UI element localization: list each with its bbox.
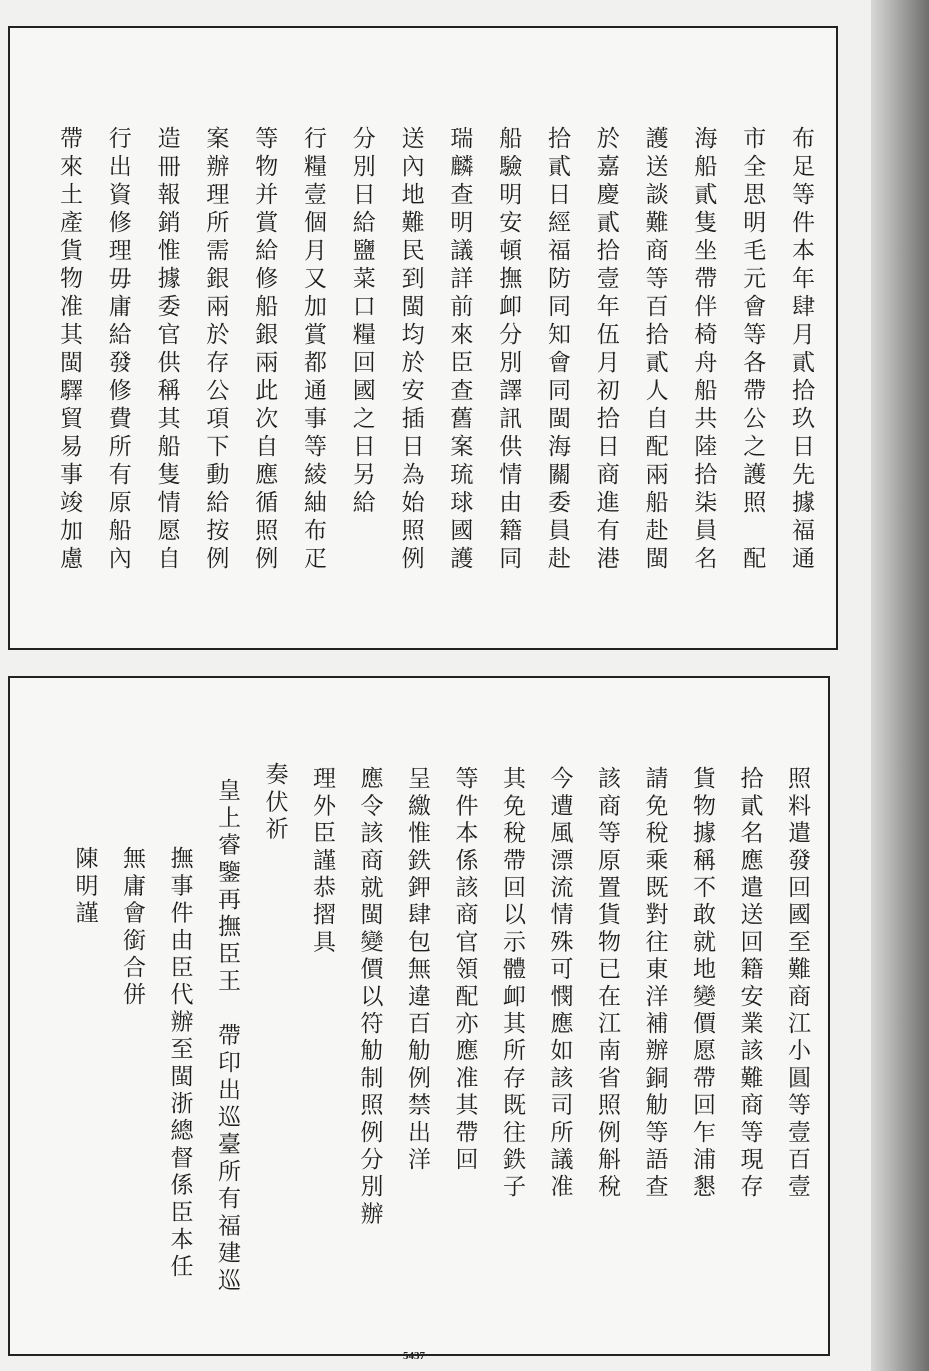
text-column: 該商等原置貨物已在江南省照例斛稅 <box>594 766 620 1202</box>
text-column: 理外臣謹恭摺具 <box>309 766 335 957</box>
top-manuscript-panel <box>8 26 838 650</box>
text-column: 其免稅帶回以示體卹其所存既往鉄子 <box>499 766 525 1202</box>
text-column: 案辦理所需銀兩於存公項下動給按例 <box>202 126 229 574</box>
text-column: 海船貳隻坐帶伴椅舟船共陸拾柒員名 <box>690 126 717 574</box>
text-column: 請免稅乘既對往東洋補辦銅觔等語查 <box>641 766 668 1202</box>
text-column: 帶來土產貨物准其閩驛貿易事竣加慮 <box>56 126 82 574</box>
text-column: 等物并賞給修船銀兩此次自應循照例 <box>251 126 278 574</box>
text-column: 行出資修理毋庸給發修費所有原船內 <box>104 126 131 574</box>
text-column: 照料遣發回國至難商江小圓等壹百壹 <box>784 766 810 1202</box>
text-column: 布足等件本年肆月貳拾玖日先據福通 <box>788 126 814 574</box>
text-column: 船驗明安頓撫卹分別譯訊供情由籍同 <box>495 126 522 574</box>
text-column: 應令該商就閩變價以符觔制照例分別辦 <box>356 766 383 1229</box>
text-column: 皇上睿鑒再撫臣王 帶印出巡臺所有福建巡 <box>214 778 240 1295</box>
text-column: 陳明謹 <box>71 846 98 928</box>
text-column: 呈繳惟鉄鉀肆包無違百觔例禁出洋 <box>404 766 430 1174</box>
text-column: 等件本係該商官領配亦應准其帶回 <box>451 766 478 1174</box>
text-column: 奏伏祈 <box>261 762 288 844</box>
text-column: 造冊報銷惟據委官供稱其船隻情愿自 <box>153 126 180 574</box>
text-column: 貨物據稱不敢就地變價愿帶回乍浦懇 <box>689 766 715 1202</box>
text-column: 分別日給鹽菜口糧回國之日另給 <box>348 126 375 518</box>
text-column: 護送談難商等百拾貳人自配兩船赴閩 <box>641 126 668 574</box>
text-column: 市全思明毛元會等各帶公之護照 配 <box>739 126 766 574</box>
text-column: 撫事件由臣代辦至閩浙總督係臣本任 <box>166 846 193 1282</box>
text-column: 瑞麟查明議詳前來臣查舊案琉球國護 <box>446 126 473 574</box>
text-column: 送內地難民到閩均於安插日為始照例 <box>397 126 424 574</box>
text-column: 行糧壹個月又加賞都通事等綾紬布疋 <box>300 126 326 574</box>
page-number: 5437 <box>403 1350 425 1362</box>
text-column: 今遭風漂流情殊可憫應如該司所議准 <box>546 766 573 1202</box>
text-column: 於嘉慶貳拾壹年伍月初拾日商進有港 <box>592 126 619 574</box>
scan-edge-shadow <box>871 0 929 1371</box>
text-column: 拾貳名應遣送回籍安業該難商等現存 <box>736 766 763 1202</box>
bottom-manuscript-panel <box>8 676 830 1356</box>
text-column: 拾貳日經福防同知會同閩海關委員赴 <box>544 126 570 574</box>
text-column: 無庸會銜合併 <box>119 846 145 1010</box>
